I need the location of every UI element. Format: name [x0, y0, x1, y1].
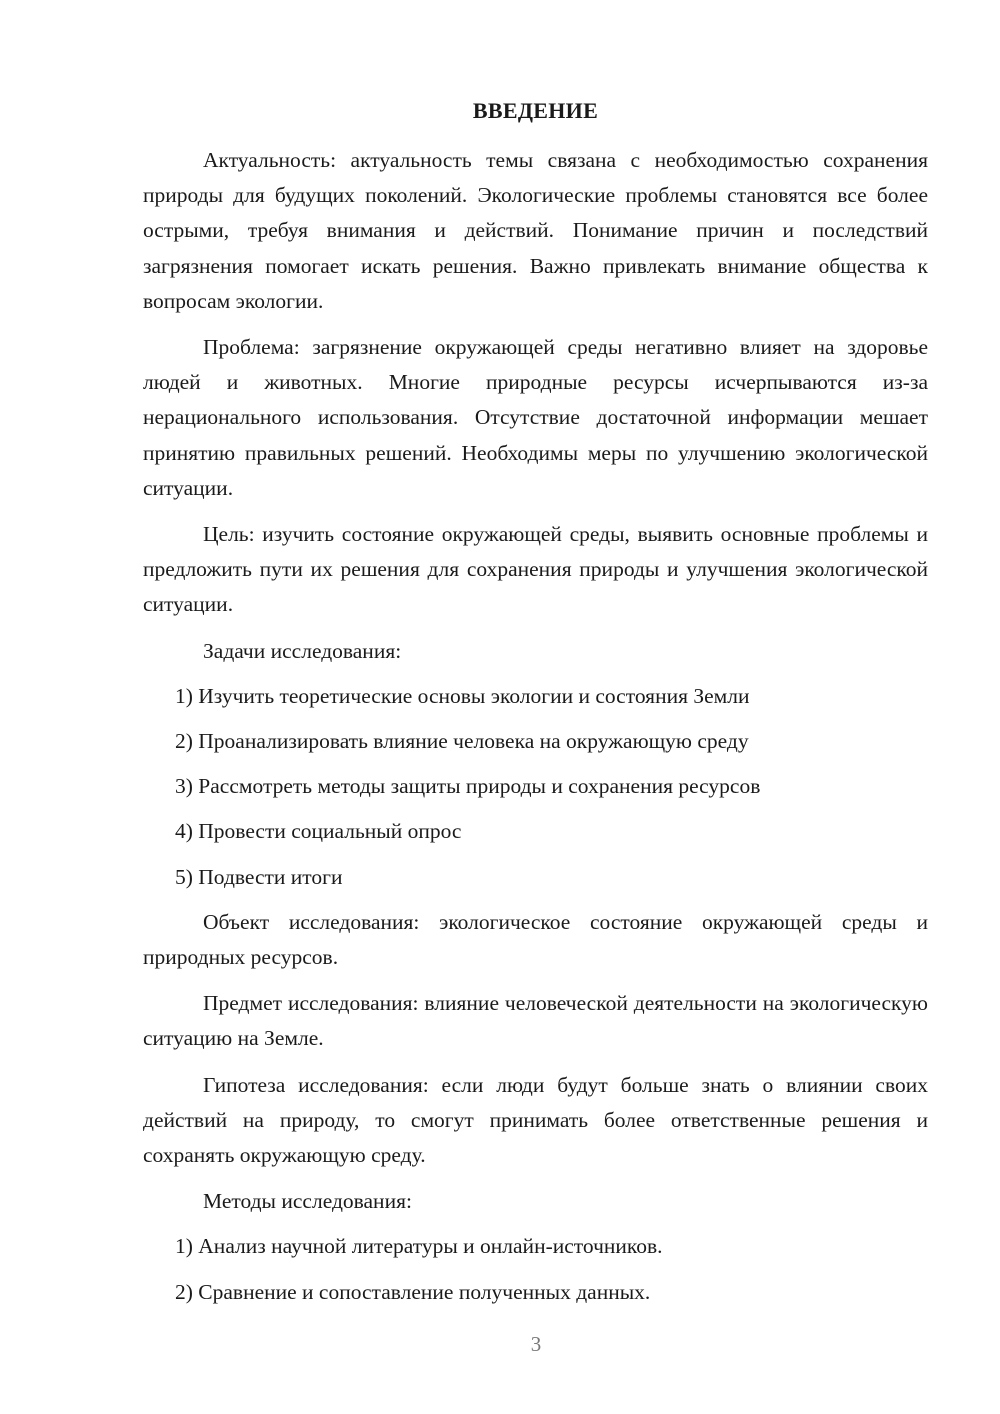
tasks-list	[143, 679, 928, 895]
list-item: 2) Проанализировать влияние человека на окружающую среду	[175, 729, 749, 754]
paragraph-object: Объект исследования: экологическое состояние окружающей среды и природных ресурсов.	[143, 909, 928, 970]
methods-list	[143, 1229, 928, 1309]
paragraph-subject: Предмет исследования: влияние человеческой деятельности на экологическую ситуацию на Земле.	[143, 991, 928, 1051]
list-item: 5) Подвести итоги	[175, 864, 343, 889]
paragraph-goal: Цель: изучить состояние окружающей среды, выявить основные проблемы и предложить пути их решения для сохранения природы и улучшения экологической ситуации.	[143, 522, 928, 617]
paragraph-problem: Проблема: загрязнение окружающей среды негативно влияет на здоровье людей и животных. Многие природные ресурсы исчерпываются из-за нерационального использования. Отсутствие достаточной информации мешает принятию правильных решений. Необходимы меры по улучшению экологической ситуации.	[143, 335, 928, 500]
list-item: 1) Изучить теоретические основы экологии и состояния Земли	[175, 683, 750, 708]
list-item: 3) Рассмотреть методы защиты природы и сохранения ресурсов	[175, 774, 761, 799]
tasks-heading: Задачи исследования:	[203, 638, 402, 663]
page-title: ВВЕДЕНИЕ	[472, 98, 599, 123]
paragraph-hypothesis: Гипотеза исследования: если люди будут больше знать о влиянии своих действий на природу, то смогут принимать более ответственные решения и сохранять окружающую среду.	[143, 1072, 928, 1168]
list-item: 2) Сравнение и сопоставление полученных данных.	[175, 1279, 651, 1304]
paragraph-relevance: Актуальность: актуальность темы связана с необходимостью сохранения природы для будущих поколений. Экологические проблемы становятся все более острыми, требуя внимания и действий. Понимание причин и последствий загрязнения помогает искать решения. Важно привлекать внимание общества к вопросам экологии.	[143, 148, 928, 313]
page-number: 3	[530, 1332, 542, 1356]
list-item: 4) Провести социальный опрос	[175, 819, 462, 844]
list-item: 1) Анализ научной литературы и онлайн-источников.	[175, 1234, 663, 1259]
page-content	[143, 143, 928, 1320]
methods-heading: Методы исследования:	[203, 1189, 412, 1214]
